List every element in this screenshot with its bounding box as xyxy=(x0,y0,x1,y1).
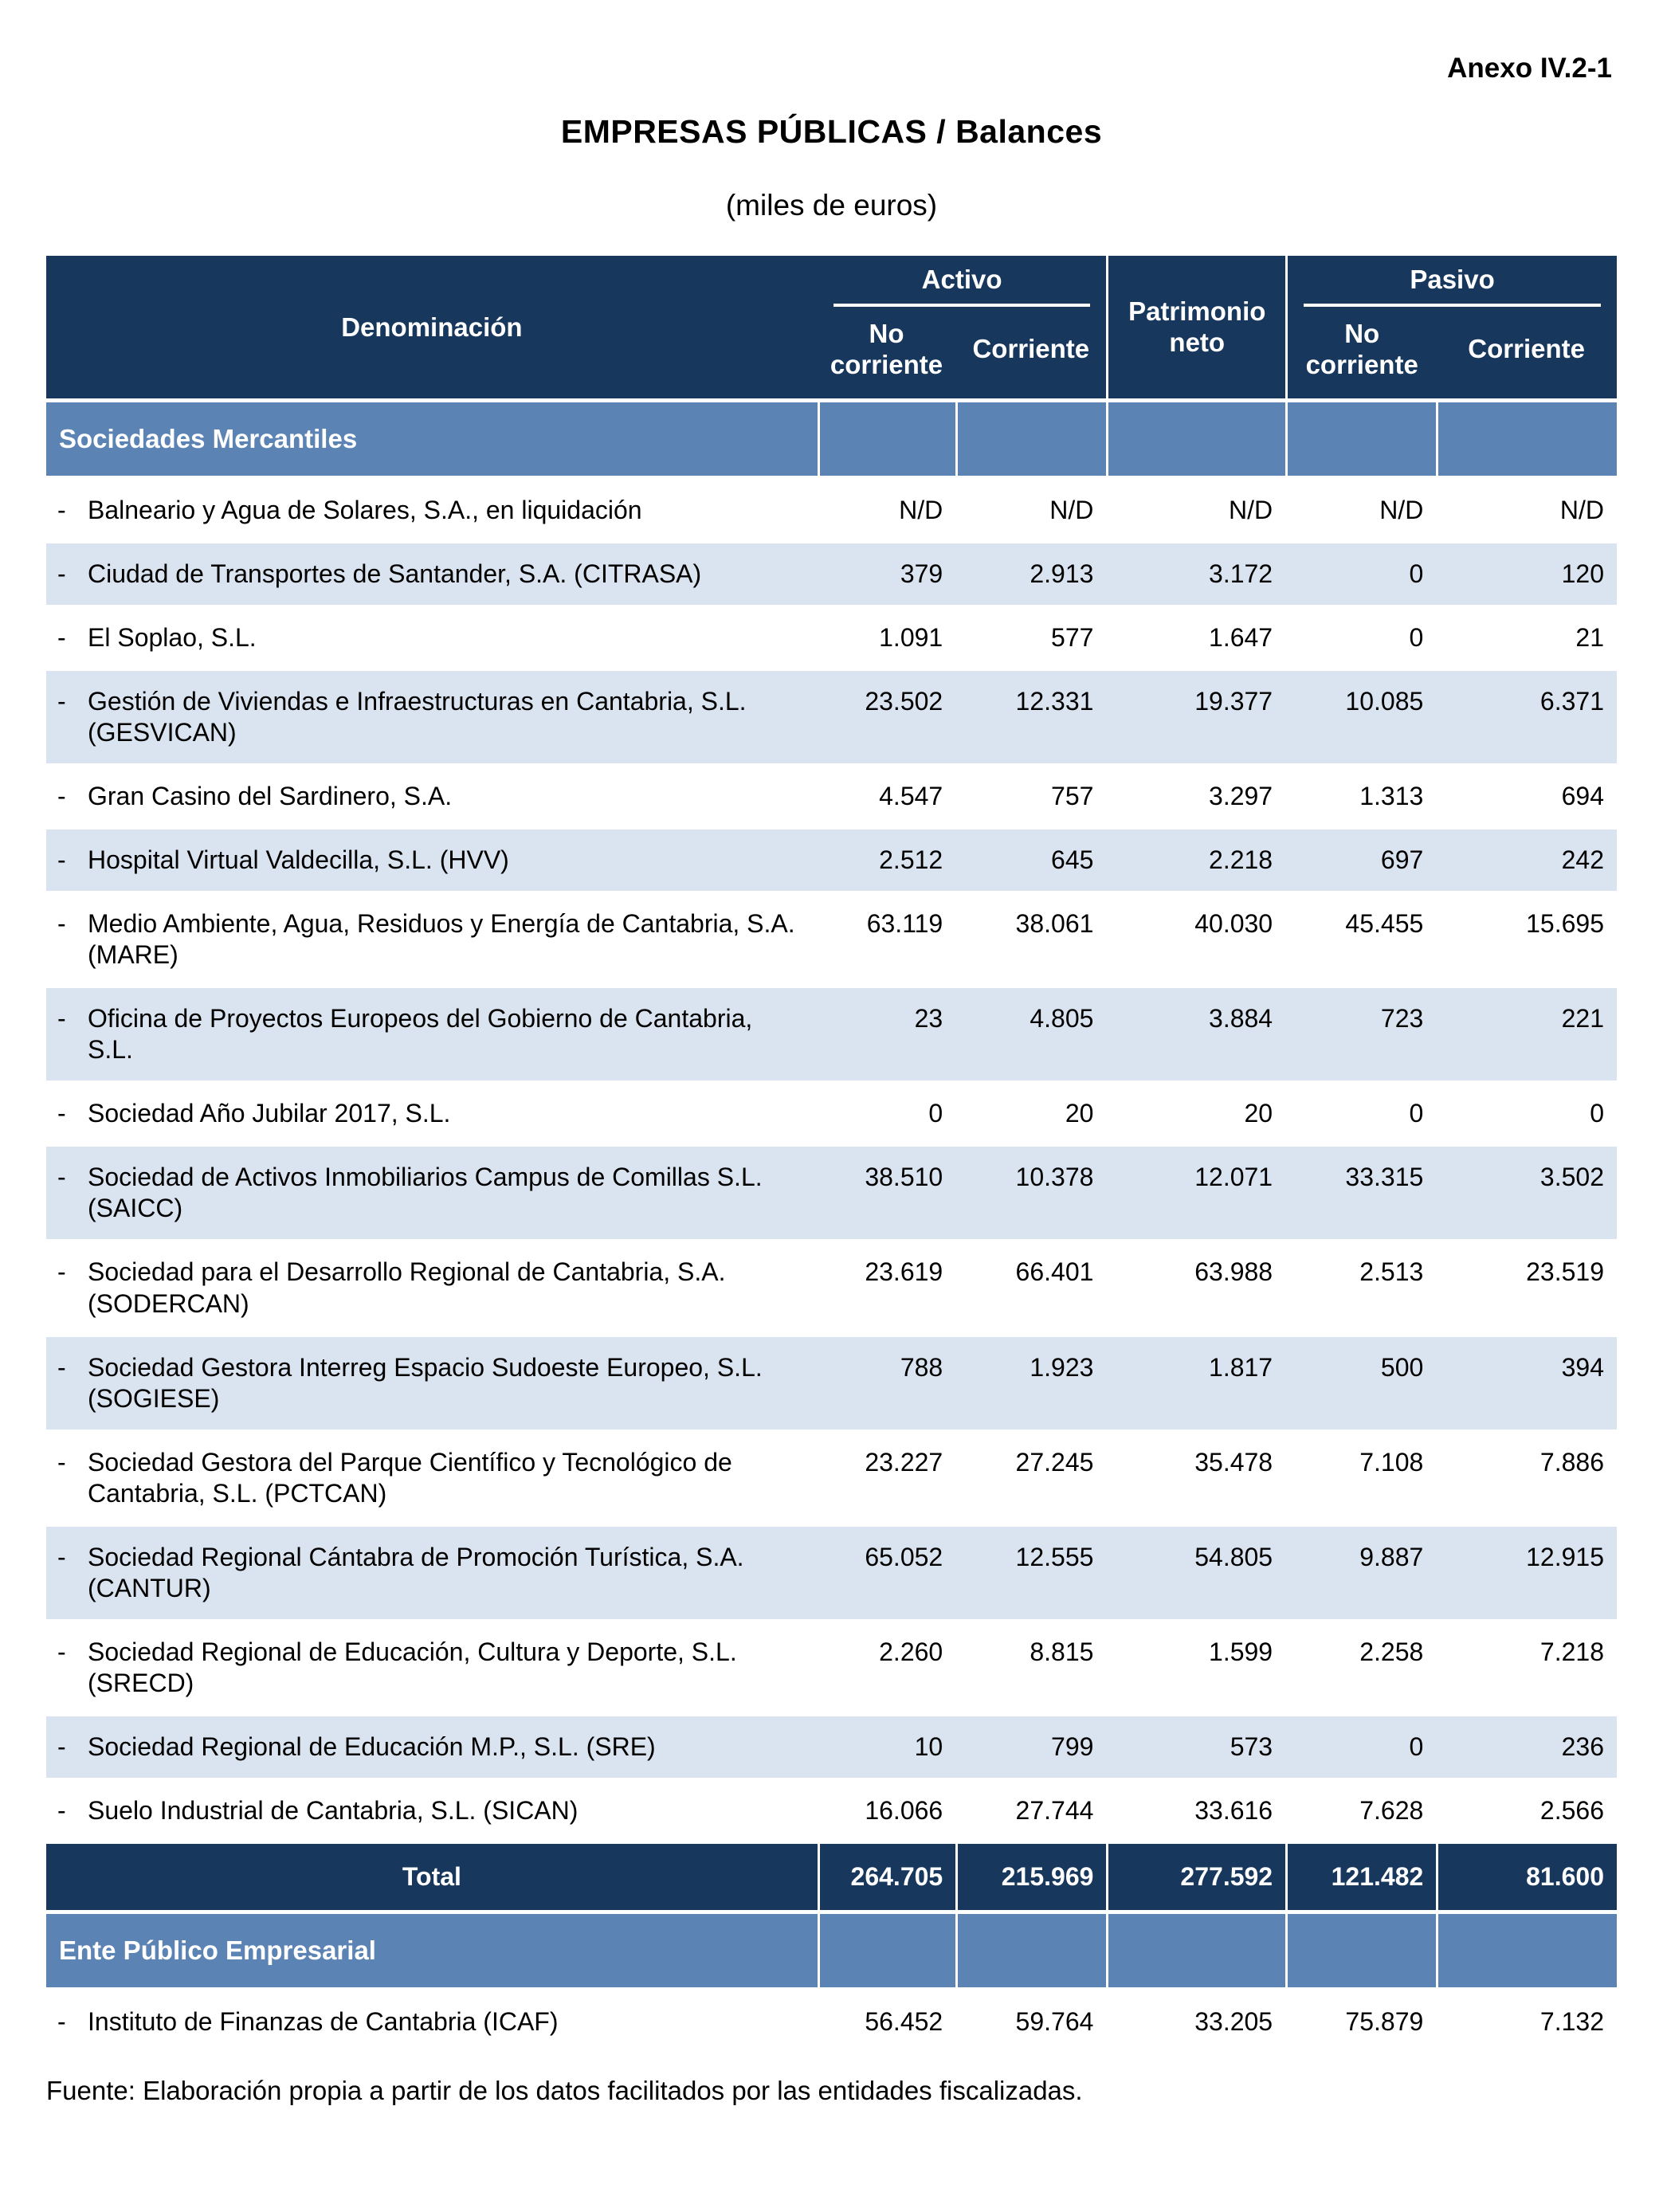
value-cell: 236 xyxy=(1436,1716,1617,1780)
value-cell: 59.764 xyxy=(955,1991,1106,2055)
value-cell: 0 xyxy=(1285,543,1436,607)
section-cell xyxy=(1106,402,1285,480)
value-cell: 9.887 xyxy=(1285,1527,1436,1622)
company-name: El Soplao, S.L. xyxy=(88,623,257,653)
value-cell: 394 xyxy=(1436,1337,1617,1432)
table-row xyxy=(46,988,1617,1083)
header-patrimonio-neto: Patrimonio neto xyxy=(1106,256,1285,402)
value-cell: 723 xyxy=(1285,988,1436,1083)
table-row xyxy=(46,1622,1617,1716)
total-value-cell: 215.969 xyxy=(955,1844,1106,1914)
value-cell: 4.805 xyxy=(955,988,1106,1083)
value-cell: 20 xyxy=(1106,1083,1285,1147)
value-cell: 7.886 xyxy=(1436,1432,1617,1527)
table-row xyxy=(46,1337,1617,1432)
table-header xyxy=(46,256,1617,402)
value-cell: 38.510 xyxy=(818,1147,955,1241)
value-cell: 221 xyxy=(1436,988,1617,1083)
row-dash: - xyxy=(57,2007,66,2037)
total-value-cell: 121.482 xyxy=(1285,1844,1436,1914)
total-label: Total xyxy=(46,1844,818,1914)
value-cell: 33.315 xyxy=(1285,1147,1436,1241)
page-title: EMPRESAS PÚBLICAS / Balances xyxy=(560,113,1103,150)
value-cell: 3.297 xyxy=(1106,766,1285,830)
company-name: Sociedad Regional de Educación, Cultura y Deporte, S.L. (SRECD) xyxy=(88,1637,737,1697)
row-dash: - xyxy=(57,1637,66,1666)
value-cell: 120 xyxy=(1436,543,1617,607)
value-cell: 1.313 xyxy=(1285,766,1436,830)
header-activo-corriente: Corriente xyxy=(955,307,1106,402)
header-pasivo-corriente: Corriente xyxy=(1436,307,1617,402)
section-label: Ente Público Empresarial xyxy=(46,1914,818,1991)
row-dash: - xyxy=(57,1732,66,1761)
row-dash: - xyxy=(57,496,66,525)
value-cell: 2.566 xyxy=(1436,1780,1617,1844)
section-cell xyxy=(1106,1914,1285,1991)
company-name-cell xyxy=(46,1991,818,2055)
row-dash: - xyxy=(57,1795,66,1825)
value-cell: 10 xyxy=(818,1716,955,1780)
value-cell: 1.647 xyxy=(1106,607,1285,671)
company-name-cell xyxy=(46,607,818,671)
value-cell: 0 xyxy=(818,1083,955,1147)
table-row xyxy=(46,1527,1617,1622)
total-value-cell: 81.600 xyxy=(1436,1844,1617,1914)
value-cell: 75.879 xyxy=(1285,1991,1436,2055)
total-value-cell: 264.705 xyxy=(818,1844,955,1914)
value-cell: 15.695 xyxy=(1436,893,1617,988)
table-row xyxy=(46,1083,1617,1147)
company-name-cell xyxy=(46,1622,818,1716)
header-activo-no-corriente: No corriente xyxy=(818,307,955,402)
value-cell: 8.815 xyxy=(955,1622,1106,1716)
header-denominacion: Denominación xyxy=(46,256,818,402)
value-cell: 788 xyxy=(818,1337,955,1432)
table-body xyxy=(46,402,1617,2055)
company-name-cell xyxy=(46,543,818,607)
row-dash: - xyxy=(57,1257,66,1287)
company-name: Gestión de Viviendas e Infraestructuras en Cantabria, S.L. (GESVICAN) xyxy=(88,687,747,747)
company-name: Ciudad de Transportes de Santander, S.A. (CITRASA) xyxy=(88,559,702,589)
value-cell: 33.616 xyxy=(1106,1780,1285,1844)
value-cell: 0 xyxy=(1436,1083,1617,1147)
company-name: Sociedad de Activos Inmobiliarios Campus de Comillas S.L. (SAICC) xyxy=(88,1163,763,1223)
value-cell: 4.547 xyxy=(818,766,955,830)
value-cell: 27.744 xyxy=(955,1780,1106,1844)
table-row xyxy=(46,480,1617,543)
value-cell: 38.061 xyxy=(955,893,1106,988)
company-name: Sociedad Regional de Educación M.P., S.L. (SRE) xyxy=(88,1732,656,1761)
section-cell xyxy=(1436,1914,1617,1991)
value-cell: N/D xyxy=(1106,480,1285,543)
company-name-cell xyxy=(46,1527,818,1622)
table-row xyxy=(46,1147,1617,1241)
value-cell: 56.452 xyxy=(818,1991,955,2055)
row-dash: - xyxy=(57,1004,66,1033)
company-name: Instituto de Finanzas de Cantabria (ICAF) xyxy=(88,2007,559,2037)
company-name-cell xyxy=(46,1432,818,1527)
company-name: Sociedad Año Jubilar 2017, S.L. xyxy=(88,1099,451,1128)
value-cell: 10.378 xyxy=(955,1147,1106,1241)
table-row xyxy=(46,671,1617,766)
section-cell xyxy=(1436,402,1617,480)
section-cell xyxy=(1285,402,1436,480)
value-cell: 12.555 xyxy=(955,1527,1106,1622)
value-cell: 0 xyxy=(1285,1716,1436,1780)
company-name-cell xyxy=(46,1083,818,1147)
row-dash: - xyxy=(57,1099,66,1128)
source-note: Fuente: Elaboración propia a partir de los datos facilitados por las entidades fiscalizadas. xyxy=(46,2076,1083,2106)
value-cell: 23 xyxy=(818,988,955,1083)
company-name: Gran Casino del Sardinero, S.A. xyxy=(88,782,453,811)
header-pasivo-no-corriente: No corriente xyxy=(1285,307,1436,402)
value-cell: 63.119 xyxy=(818,893,955,988)
value-cell: 697 xyxy=(1285,830,1436,893)
value-cell: 2.218 xyxy=(1106,830,1285,893)
company-name-cell xyxy=(46,988,818,1083)
row-dash: - xyxy=(57,845,66,875)
table-row xyxy=(46,607,1617,671)
value-cell: 23.502 xyxy=(818,671,955,766)
value-cell: 10.085 xyxy=(1285,671,1436,766)
annex-label: Anexo IV.2-1 xyxy=(1447,53,1612,84)
company-name-cell xyxy=(46,1147,818,1241)
table-row xyxy=(46,1432,1617,1527)
table-row xyxy=(46,1716,1617,1780)
value-cell: 20 xyxy=(955,1083,1106,1147)
value-cell: 7.218 xyxy=(1436,1622,1617,1716)
company-name: Sociedad Gestora del Parque Científico y Tecnológico de Cantabria, S.L. (PCTCAN) xyxy=(88,1447,732,1508)
row-dash: - xyxy=(57,1447,66,1477)
company-name-cell xyxy=(46,480,818,543)
company-name: Sociedad Gestora Interreg Espacio Sudoeste Europeo, S.L. (SOGIESE) xyxy=(88,1352,763,1413)
value-cell: N/D xyxy=(955,480,1106,543)
value-cell: 2.512 xyxy=(818,830,955,893)
row-dash: - xyxy=(57,623,66,653)
value-cell: 16.066 xyxy=(818,1780,955,1844)
value-cell: 7.132 xyxy=(1436,1991,1617,2055)
row-dash: - xyxy=(57,782,66,811)
company-name-cell xyxy=(46,1241,818,1336)
value-cell: 645 xyxy=(955,830,1106,893)
value-cell: 2.513 xyxy=(1285,1241,1436,1336)
value-cell: 7.108 xyxy=(1285,1432,1436,1527)
value-cell: 573 xyxy=(1106,1716,1285,1780)
total-value-cell: 277.592 xyxy=(1106,1844,1285,1914)
company-name-cell xyxy=(46,830,818,893)
company-name: Medio Ambiente, Agua, Residuos y Energía de Cantabria, S.A. (MARE) xyxy=(88,909,795,970)
value-cell: 27.245 xyxy=(955,1432,1106,1527)
row-dash: - xyxy=(57,559,66,589)
value-cell: 12.071 xyxy=(1106,1147,1285,1241)
value-cell: 21 xyxy=(1436,607,1617,671)
balances-table xyxy=(46,256,1617,2055)
value-cell: 3.172 xyxy=(1106,543,1285,607)
value-cell: 757 xyxy=(955,766,1106,830)
section-cell xyxy=(955,402,1106,480)
header-activo-group xyxy=(818,256,1107,307)
value-cell: 33.205 xyxy=(1106,1991,1285,2055)
section-label: Sociedades Mercantiles xyxy=(46,402,818,480)
company-name: Balneario y Agua de Solares, S.A., en liquidación xyxy=(88,496,642,525)
table-row xyxy=(46,830,1617,893)
value-cell: 577 xyxy=(955,607,1106,671)
table-row xyxy=(46,1241,1617,1336)
section-cell xyxy=(1285,1914,1436,1991)
company-name: Suelo Industrial de Cantabria, S.L. (SICAN) xyxy=(88,1795,579,1825)
value-cell: 1.817 xyxy=(1106,1337,1285,1432)
value-cell: 2.258 xyxy=(1285,1622,1436,1716)
page-subtitle: (miles de euros) xyxy=(725,189,938,222)
company-name: Oficina de Proyectos Europeos del Gobierno de Cantabria, S.L. xyxy=(88,1004,753,1065)
company-name-cell xyxy=(46,766,818,830)
value-cell: 242 xyxy=(1436,830,1617,893)
value-cell: 3.502 xyxy=(1436,1147,1617,1241)
table-row xyxy=(46,766,1617,830)
value-cell: N/D xyxy=(818,480,955,543)
value-cell: 19.377 xyxy=(1106,671,1285,766)
value-cell: 12.915 xyxy=(1436,1527,1617,1622)
value-cell: 7.628 xyxy=(1285,1780,1436,1844)
value-cell: 45.455 xyxy=(1285,893,1436,988)
table-row xyxy=(46,893,1617,988)
value-cell: 0 xyxy=(1285,1083,1436,1147)
value-cell: 23.227 xyxy=(818,1432,955,1527)
row-dash: - xyxy=(57,1542,66,1571)
table-row xyxy=(46,543,1617,607)
company-name-cell xyxy=(46,1716,818,1780)
value-cell: N/D xyxy=(1436,480,1617,543)
value-cell: N/D xyxy=(1285,480,1436,543)
total-row xyxy=(46,1844,1617,1914)
value-cell: 2.260 xyxy=(818,1622,955,1716)
value-cell: 6.371 xyxy=(1436,671,1617,766)
value-cell: 23.619 xyxy=(818,1241,955,1336)
header-pasivo-label: Pasivo xyxy=(1304,264,1601,307)
company-name-cell xyxy=(46,893,818,988)
value-cell: 23.519 xyxy=(1436,1241,1617,1336)
company-name-cell xyxy=(46,1780,818,1844)
value-cell: 0 xyxy=(1285,607,1436,671)
company-name-cell xyxy=(46,1337,818,1432)
value-cell: 694 xyxy=(1436,766,1617,830)
table-row xyxy=(46,1991,1617,2055)
row-dash: - xyxy=(57,1163,66,1192)
table-row xyxy=(46,1780,1617,1844)
value-cell: 40.030 xyxy=(1106,893,1285,988)
header-pasivo-group xyxy=(1285,256,1617,307)
section-header-row xyxy=(46,402,1617,480)
section-cell xyxy=(818,402,955,480)
value-cell: 500 xyxy=(1285,1337,1436,1432)
value-cell: 379 xyxy=(818,543,955,607)
value-cell: 1.091 xyxy=(818,607,955,671)
value-cell: 2.913 xyxy=(955,543,1106,607)
value-cell: 3.884 xyxy=(1106,988,1285,1083)
company-name: Hospital Virtual Valdecilla, S.L. (HVV) xyxy=(88,845,509,875)
value-cell: 799 xyxy=(955,1716,1106,1780)
row-dash: - xyxy=(57,909,66,939)
value-cell: 66.401 xyxy=(955,1241,1106,1336)
header-activo-label: Activo xyxy=(833,264,1091,307)
section-header-row xyxy=(46,1914,1617,1991)
value-cell: 1.923 xyxy=(955,1337,1106,1432)
header-group-row xyxy=(46,256,1617,307)
section-cell xyxy=(955,1914,1106,1991)
value-cell: 65.052 xyxy=(818,1527,955,1622)
value-cell: 1.599 xyxy=(1106,1622,1285,1716)
value-cell: 63.988 xyxy=(1106,1241,1285,1336)
company-name: Sociedad Regional Cántabra de Promoción Turística, S.A. (CANTUR) xyxy=(88,1542,744,1602)
company-name-cell xyxy=(46,671,818,766)
value-cell: 12.331 xyxy=(955,671,1106,766)
value-cell: 35.478 xyxy=(1106,1432,1285,1527)
value-cell: 54.805 xyxy=(1106,1527,1285,1622)
row-dash: - xyxy=(57,687,66,716)
company-name: Sociedad para el Desarrollo Regional de Cantabria, S.A. (SODERCAN) xyxy=(88,1257,726,1318)
section-cell xyxy=(818,1914,955,1991)
row-dash: - xyxy=(57,1352,66,1382)
